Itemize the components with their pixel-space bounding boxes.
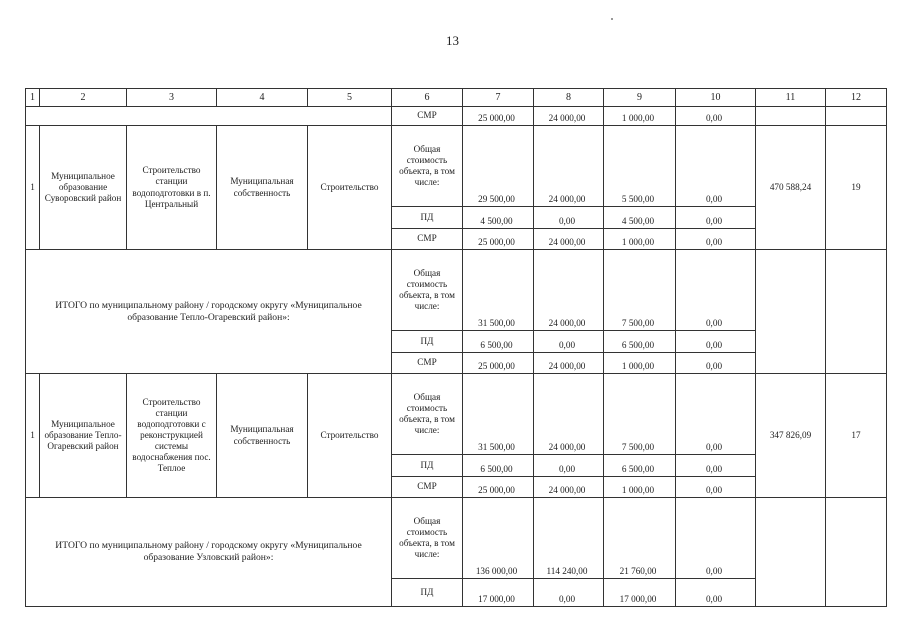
value-cell: 0,00: [676, 126, 756, 207]
table-row: [26, 374, 887, 455]
header-row: [26, 89, 887, 107]
cost-type-label: ПД: [392, 579, 463, 607]
municipality-name: Муниципальное образование Тепло-Огаревский район: [40, 374, 127, 498]
value-cell: 24 000,00: [534, 374, 604, 455]
value-cell: 114 240,00: [534, 498, 604, 579]
empty-cell: [826, 498, 887, 607]
value-cell: 25 000,00: [463, 229, 534, 250]
value-cell: 0,00: [676, 250, 756, 331]
cost-type-label: ПД: [392, 331, 463, 353]
value-cell: 19: [826, 126, 887, 250]
value-cell: 0,00: [676, 353, 756, 374]
value-cell: 1 000,00: [604, 353, 676, 374]
value-cell: 17 000,00: [463, 579, 534, 607]
work-type: Строительство: [308, 126, 392, 250]
value-cell: 7 500,00: [604, 250, 676, 331]
empty-cell: [26, 107, 392, 126]
value-cell: 0,00: [676, 207, 756, 229]
cost-type-label: Общая стоимость объекта, в том числе:: [392, 126, 463, 207]
header-cell: 6: [392, 89, 463, 107]
value-cell: 0,00: [534, 579, 604, 607]
cost-type-label: Общая стоимость объекта, в том числе:: [392, 374, 463, 455]
cost-type-label: СМР: [392, 477, 463, 498]
empty-cell: [826, 250, 887, 374]
value-cell: 6 500,00: [604, 455, 676, 477]
header-cell: 3: [127, 89, 217, 107]
value-cell: 7 500,00: [604, 374, 676, 455]
table-row: [26, 107, 887, 126]
header-cell: 7: [463, 89, 534, 107]
empty-cell: [826, 107, 887, 126]
value-cell: 31 500,00: [463, 374, 534, 455]
empty-cell: [756, 107, 826, 126]
header-cell: 8: [534, 89, 604, 107]
value-cell: 24 000,00: [534, 126, 604, 207]
row-number: 1: [26, 374, 40, 498]
value-cell: 0,00: [676, 107, 756, 126]
value-cell: 17 000,00: [604, 579, 676, 607]
cost-type-label: СМР: [392, 353, 463, 374]
municipality-name: Муниципальное образование Суворовский район: [40, 126, 127, 250]
value-cell: 24 000,00: [534, 250, 604, 331]
ownership-form: Муниципальная собственность: [217, 126, 308, 250]
value-cell: 0,00: [676, 331, 756, 353]
cost-type-label: СМР: [392, 229, 463, 250]
value-cell: 6 500,00: [463, 455, 534, 477]
value-cell: 0,00: [534, 207, 604, 229]
table-row: [26, 250, 887, 331]
page-number: 13: [446, 33, 459, 48]
value-cell: 29 500,00: [463, 126, 534, 207]
header-cell: 12: [826, 89, 887, 107]
value-cell: 1 000,00: [604, 229, 676, 250]
header-cell: 5: [308, 89, 392, 107]
header-cell: 9: [604, 89, 676, 107]
value-cell: 24 000,00: [534, 229, 604, 250]
cost-type-label: Общая стоимость объекта, в том числе:: [392, 498, 463, 579]
ownership-form: Муниципальная собственность: [217, 374, 308, 498]
value-cell: 4 500,00: [463, 207, 534, 229]
object-name: Строительство станции водоподготовки с реконструкцией системы водоснабжения пос. Теплое: [127, 374, 217, 498]
cost-type-label: ПД: [392, 455, 463, 477]
value-cell: 24 000,00: [534, 107, 604, 126]
value-cell: 0,00: [676, 229, 756, 250]
value-cell: 17: [826, 374, 887, 498]
cost-type-label: СМР: [392, 107, 463, 126]
object-name: Строительство станции водоподготовки в п. Центральный: [127, 126, 217, 250]
value-cell: 0,00: [534, 455, 604, 477]
cost-type-label: Общая стоимость объекта, в том числе:: [392, 250, 463, 331]
work-type: Строительство: [308, 374, 392, 498]
subtotal-label: ИТОГО по муниципальному району / городскому округу «Муниципальное образование Узловский район»:: [26, 498, 392, 607]
table-row: [26, 498, 887, 579]
value-cell: 1 000,00: [604, 477, 676, 498]
table-row: [26, 126, 887, 207]
investment-table: [25, 88, 887, 607]
value-cell: 0,00: [534, 331, 604, 353]
value-cell: 4 500,00: [604, 207, 676, 229]
value-cell: 136 000,00: [463, 498, 534, 579]
value-cell: 24 000,00: [534, 477, 604, 498]
empty-cell: [756, 250, 826, 374]
value-cell: 31 500,00: [463, 250, 534, 331]
subtotal-label: ИТОГО по муниципальному району / городскому округу «Муниципальное образование Тепло-Огаревский район»:: [26, 250, 392, 374]
value-cell: 0,00: [676, 579, 756, 607]
cost-type-label: ПД: [392, 207, 463, 229]
header-cell: 1: [26, 89, 40, 107]
value-cell: 24 000,00: [534, 353, 604, 374]
value-cell: 25 000,00: [463, 107, 534, 126]
value-cell: 6 500,00: [604, 331, 676, 353]
header-cell: 10: [676, 89, 756, 107]
row-number: 1: [26, 126, 40, 250]
value-cell: 6 500,00: [463, 331, 534, 353]
scan-speck: [611, 18, 613, 20]
value-cell: 25 000,00: [463, 353, 534, 374]
empty-cell: [756, 498, 826, 607]
value-cell: 347 826,09: [756, 374, 826, 498]
value-cell: 21 760,00: [604, 498, 676, 579]
value-cell: 5 500,00: [604, 126, 676, 207]
value-cell: 25 000,00: [463, 477, 534, 498]
value-cell: 0,00: [676, 477, 756, 498]
value-cell: 470 588,24: [756, 126, 826, 250]
header-cell: 2: [40, 89, 127, 107]
value-cell: 0,00: [676, 455, 756, 477]
header-cell: 4: [217, 89, 308, 107]
header-cell: 11: [756, 89, 826, 107]
value-cell: 0,00: [676, 374, 756, 455]
value-cell: 1 000,00: [604, 107, 676, 126]
value-cell: 0,00: [676, 498, 756, 579]
